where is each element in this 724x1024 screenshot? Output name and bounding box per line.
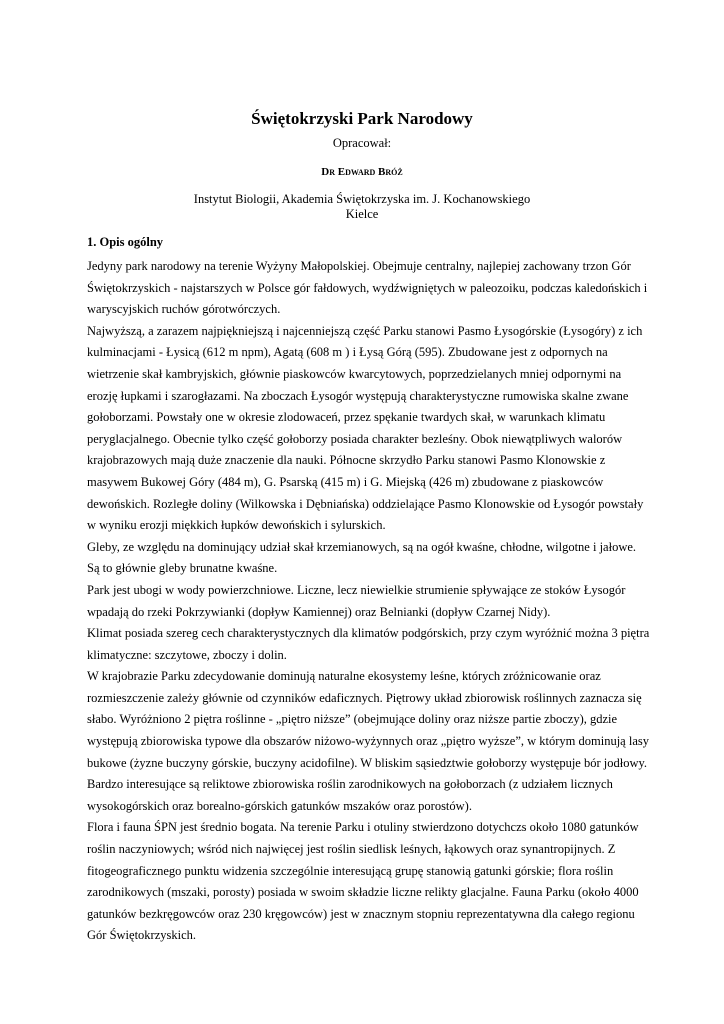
text-line: bukowe (żyzne buczyny górskie, buczyny acidofilne). W bliskim sąsiedztwie gołoborzy występuje bór jodłowy. [87, 755, 648, 770]
author-name: Dr Edward Bróż [321, 166, 403, 178]
text-line: Są to głównie gleby brunatne kwaśne. [87, 561, 278, 576]
text-line: Jedyny park narodowy na terenie Wyżyny Małopolskiej. Obejmuje centralny, najlepiej zachowany trzon Gór [87, 259, 631, 273]
body-text [87, 256, 657, 947]
text-line: Bardzo interesujące są reliktowe zbiorowiska roślin zarodnikowych na gołoborzach (z udziałem licznych [87, 777, 613, 792]
text-line: w wyniku erozji miękkich łupków dewońskich i sylurskich. [87, 518, 386, 533]
text-line: rozmieszczenie zależy głównie od czynników edaficznych. Piętrowy układ zbiorowisk roślinnych zaznacza się [87, 690, 642, 705]
text-line: występują zbiorowiska typowe dla obszarów niżowo-wyżynnych oraz „piętro wyższe”, w którym dominują lasy [87, 734, 649, 749]
document-title: Świętokrzyski Park Narodowy [251, 109, 473, 128]
text-line: gatunków bezkręgowców oraz 230 kręgowców) jest w znacznym stopniu reprezentatywna dla całego regionu [87, 906, 635, 921]
text-line: Flora i fauna ŚPN jest średnio bogata. Na terenie Parku i otuliny stwierdzono dotychczs około 1080 gatunków [87, 820, 639, 835]
text-line: Gór Świętokrzyskich. [87, 928, 197, 943]
text-line: klimatyczne: szczytowe, zboczy i dolin. [87, 647, 287, 662]
text-line: dewońskich. Rozległe doliny (Wilkowska i Dębniańska) oddzielające Pasmo Klonowskie od Łysogór powstały [87, 496, 644, 511]
text-line: Świętokrzyskich - najstarszych w Polsce gór fałdowych, wydźwigniętych w paleozoiku, podczas kaledońskich i [87, 280, 648, 295]
byline-label: Opracował: [332, 136, 392, 150]
text-line: zarodnikowych (mszaki, porosty) posiada w swoim składzie liczne relikty glacjalne. Fauna Parku (około 4000 [87, 885, 639, 900]
text-line: roślin naczyniowych; wśród nich najwięcej jest roślin siedlisk leśnych, łąkowych oraz synantropijnych. Z [87, 842, 616, 857]
text-line: W krajobrazie Parku zdecydowanie dominują naturalne ekosystemy leśne, których zróżnicowanie oraz [87, 669, 601, 684]
text-line: peryglacjalnego. Obecnie tylko część gołoborzy posiada charakter bezleśny. Obok niewątpliwych walorów [87, 431, 623, 446]
text-line: fitogeograficznego punktu widzenia szczególnie interesującą grupę stanowią gatunki górskie; flora roślin [87, 863, 614, 878]
text-line: Park jest ubogi w wody powierzchniowe. Liczne, lecz niewielkie strumienie spływające ze stoków Łysogór [87, 582, 626, 597]
text-line: Najwyższą, a zarazem najpiękniejszą i najcenniejszą część Parku stanowi Pasmo Łysogórskie (Łysogóry) z ich [87, 323, 643, 338]
text-line: waryscyjskich ruchów górotwórczych. [87, 302, 281, 317]
text-line: Gleby, ze względu na dominujący udział skał krzemianowych, są na ogół kwaśne, chłodne, wilgotne i jałowe. [87, 539, 637, 554]
affiliation-institution: Instytut Biologii, Akademia Świętokrzyska im. J. Kochanowskiego [193, 192, 531, 206]
text-line: krajobrazowych mają duże znaczenie dla nauki. Północne skrzydło Parku stanowi Pasmo Klonowskie z [87, 453, 606, 468]
text-line: erozję łupkami i szarogłazami. Na zboczach Łysogór występują charakterystyczne rumowiska skalne zwane [87, 388, 629, 403]
affiliation-city: Kielce [345, 207, 379, 221]
text-line: wpadają do rzeki Pokrzywianki (dopływ Kamiennej) oraz Belnianki (dopływ Czarnej Nidy). [87, 604, 551, 619]
text-line: słabo. Wyróżniono 2 piętra roślinne - „piętro niższe” (obejmujące doliny oraz niższe partie zboczy), gdzie [87, 712, 618, 727]
text-line: wysokogórskich oraz borealno-górskich gatunków mszaków oraz porostów). [87, 798, 472, 813]
text-line: gołoborzami. Powstały one w okresie zlodowaceń, przez spękanie twardych skał, w warunkach klimatu [87, 410, 606, 425]
affiliation [0, 192, 724, 222]
text-line: wietrzenie skał kambryjskich, głównie piaskowców kwarcytowych, poprzedzielanych mniej odpornymi na [87, 366, 622, 381]
text-line: kulminacjami - Łysicą (612 m npm), Agatą (608 m ) i Łysą Górą (595). Zbudowane jest z odpornych na [87, 345, 608, 360]
text-line: Klimat posiada szereg cech charakterystycznych dla klimatów podgórskich, przy czym wyróżnić można 3 piętra [87, 626, 650, 641]
text-line: masywem Bukowej Góry (484 m), G. Psarską (415 m) i G. Miejską (426 m) zbudowane z piaskowców [87, 474, 604, 489]
section-heading: 1. Opis ogólny [87, 235, 164, 249]
